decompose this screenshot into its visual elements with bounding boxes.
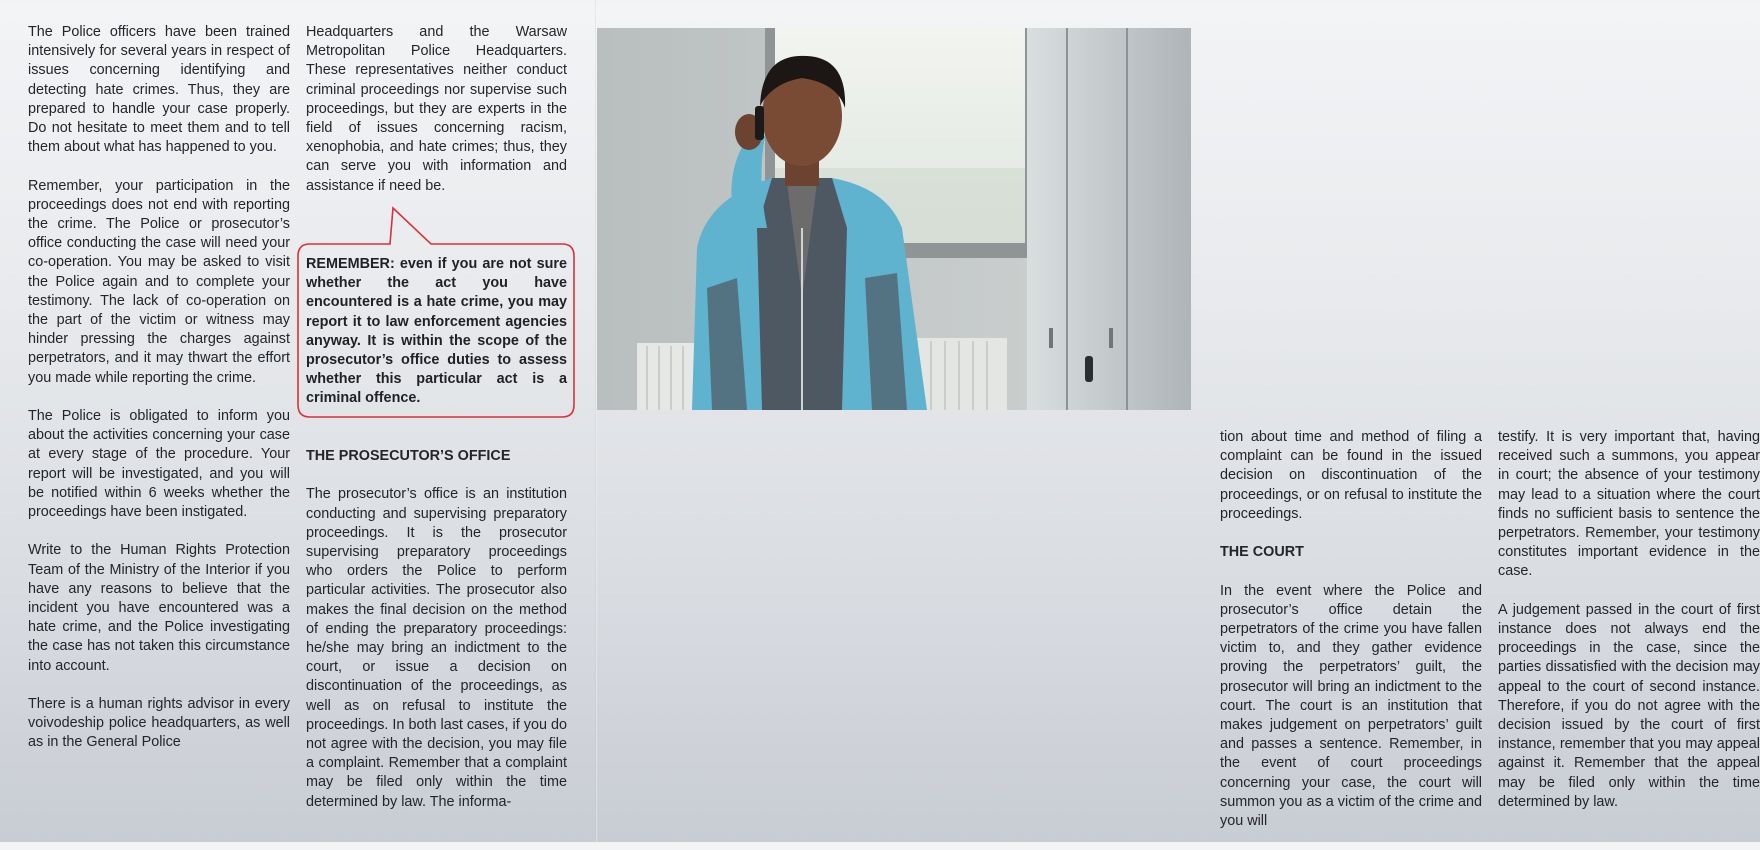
text-column-2 [306,23,567,215]
text-column-4 [1498,428,1760,831]
remember-callout [298,244,574,417]
paragraph-police-inform: The Police is obligated to inform you about the activities concerning your case at every stage of the procedure. Your report will be investigated, and you will be notified within 6 weeks whether the proceedings have been instigated. [28,408,290,521]
paragraph-headquarters: Headquarters and the Warsaw Metropolitan Police Headquarters. These representatives neither conduct criminal proceedings nor supervise such proceedings, but they are experts in the field of issues concerning racism, xenophobia, and hate crimes; thus, they can serve you with information and assistance if need be. [306,24,567,194]
heading-the-court: THE COURT [1220,544,1304,561]
photo-woman-on-phone [597,28,1191,410]
paragraph-court-process: In the event where the Police and prosecutor’s office detain the perpetrators of the crime you have fallen victim to, and they gather evidence proving the perpetrators’ guilt, the prosecutor will bring an indictment to the court. The court is an institution that makes judgement on perpetrators’ guilt and passes a sentence. Remember, in the event of court proceedings concerning your case, the court will summon you as a victim of the crime and you will [1220,582,1482,830]
paragraph-police-training: The Police officers have been trained intensively for several years in respect of issues concerning identifying and detecting hate crimes. Thus, they are prepared to handle your case properly. Do not hesitate to meet them and to tell them about what has happened to you. [28,24,290,156]
paragraph-testify: testify. It is very important that, having received such a summons, you appear in court; the absence of your testimony may lead to a situation where the court finds no sufficient basis to sentence the perpetrators. Remember, your testimony constitutes important evidence in the case. [1498,429,1760,580]
paragraph-participation: Remember, your participation in the proceedings does not end with reporting the crime. The Police or prosecutor’s office conducting the case will need your co-operation. You may be asked to visit the Police again and to complete your testimony. The lack of co-operation on the part of the victim or witness may hinder pressing the charges against perpetrators, and it may thwart the effort you made while reporting the crime. [28,177,290,386]
callout-text: REMEMBER: even if you are not sure whether the act you have encountered is a hate crime, you may report it to law enforcement agencies anyway. It is within the scope of the prosecutor’s office duties to assess whether this particular act is a criminal offence. [306,256,567,407]
left-page [0,0,596,842]
paragraph-human-rights-team: Write to the Human Rights Protection Team of the Ministry of the Interior if you have any reasons to believe that the incident you have encountered was a hate crime, and the Police investigating the case has not taken this circumstance into account. [28,542,290,674]
text-column-1 [28,23,290,772]
text-column-3 [1220,428,1482,850]
paragraph-complaint-info: tion about time and method of filing a complaint can be found in the issued decision on discontinuation of the proceedings, or on refusal to institute the proceedings. [1220,429,1482,522]
paragraph-prosecutors-office: The prosecutor’s office is an institution conducting and supervising preparatory proceedings. It is the prosecutor supervising preparatory proceedings who orders the Police to perform particular activities. The prosecutor also makes the final decision on the method of ending the preparatory proceedings: he/she may bring an indictment to the court, or issue a decision on discontinuation of the proceedings, as well as on refusal to institute the proceedings. In both last cases, if you do not agree with the decision, you may file a complaint. Remember that a complaint may be filed only within the time determined by law. The informa- [306,486,567,810]
heading-prosecutors-office: THE PROSECUTOR’S OFFICE [306,448,511,464]
photo-illustration [597,28,1191,410]
paragraph-human-rights-advisor: There is a human rights advisor in every voivodeship police headquarters, as well as in the General Police [28,696,290,751]
text-column-2-lower [306,447,567,831]
right-page [597,0,1760,842]
paragraph-appeal: A judgement passed in the court of first instance does not always end the proceedings in the case, since the parties dissatisfied with the decision may appeal to the court of second instance. Therefore, if you do not agree with the decision issued by the court of first instance, remember that you may appeal against it. Remember that the appeal may be filed only within the time determined by law. [1498,601,1760,810]
